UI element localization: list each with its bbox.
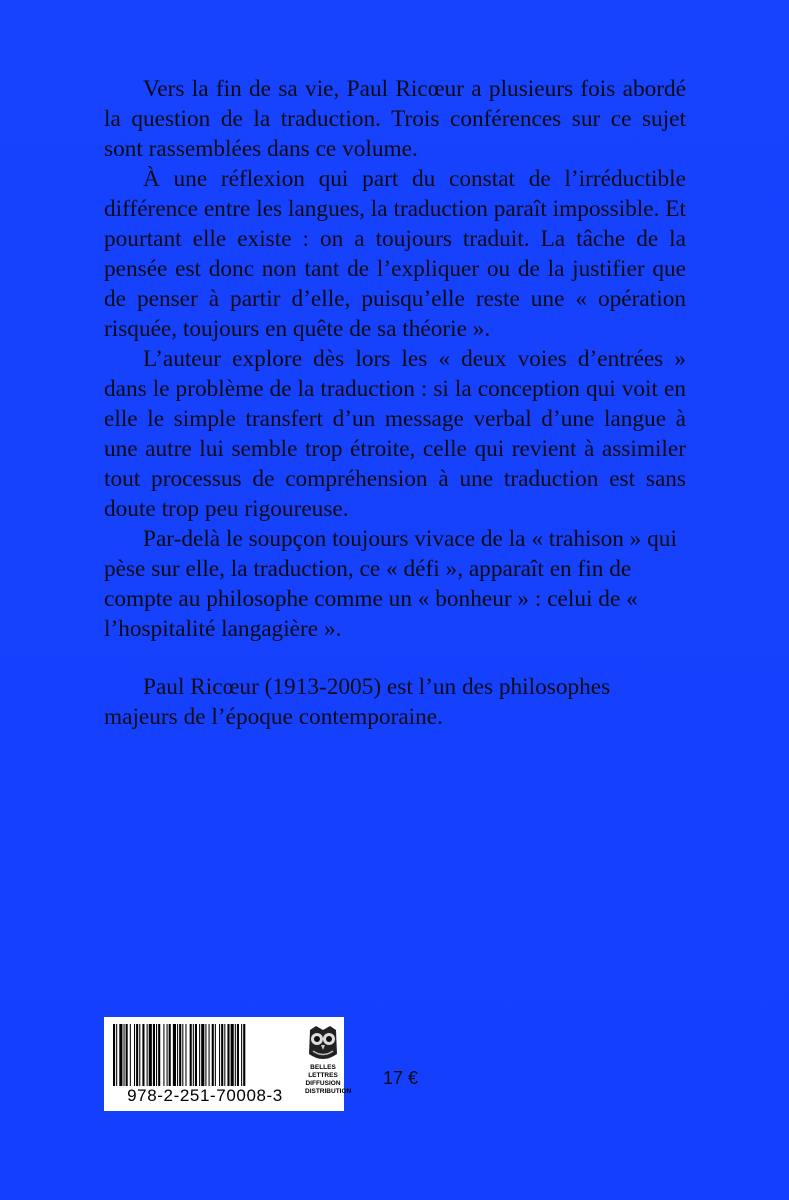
- barcode-bar: [113, 1024, 115, 1086]
- blurb-paragraph-1: Vers la fin de sa vie, Paul Ricœur a plusieurs fois abordé la question de la traduction. Trois conférences sur ce sujet sont rassemblées dans ce volume.: [104, 76, 686, 162]
- blurb-paragraph-2: À une réflexion qui part du constat de l’irréductible différence entre les langues, la traduction paraît impossible. Et pourtant elle existe : on a toujours traduit. La tâche de la pensée est donc non tant de l’expliquer ou de la justifier que de penser à partir d’elle, puisqu’elle reste une « opération risquée, toujours en quête de sa théorie ».: [104, 166, 686, 342]
- publisher-logo: [305, 1022, 352, 1106]
- isbn-number: 978-2-251-70008-3: [127, 1086, 283, 1105]
- barcode-bar: [179, 1024, 181, 1086]
- barcode-bar: [212, 1024, 214, 1086]
- barcode-bar: [119, 1024, 122, 1086]
- barcode-bar: [147, 1024, 148, 1086]
- barcode-bar: [163, 1024, 164, 1086]
- barcode-bar: [231, 1024, 234, 1086]
- barcode-bar: [190, 1024, 192, 1086]
- barcode-bar: [139, 1024, 140, 1086]
- barcode-bar: [199, 1024, 200, 1086]
- barcode-bar: [156, 1024, 157, 1086]
- barcode-bar: [215, 1024, 216, 1086]
- barcode-bars: [111, 1024, 301, 1086]
- barcode-bar: [153, 1024, 155, 1086]
- barcode-bar: [195, 1024, 197, 1086]
- barcode-bar: [149, 1024, 152, 1086]
- barcode-bar: [173, 1024, 176, 1086]
- barcode-bar: [201, 1024, 204, 1086]
- barcode-bar: [224, 1024, 225, 1086]
- barcode-bar: [134, 1024, 135, 1086]
- barcode-bar: [136, 1024, 138, 1086]
- blurb-paragraph-4: Par-delà le soupçon toujours vivace de la « trahison » qui pèse sur elle, la traduction, ce « défi », apparaît en fin de compte au philosophe comme un « bonheur » : celui de « l’hospitalité langagière ».: [104, 526, 677, 642]
- price: 17 €: [383, 1068, 419, 1088]
- barcode-bar: [185, 1024, 186, 1086]
- barcode-block: [104, 1017, 352, 1111]
- barcode-bar: [158, 1024, 160, 1086]
- barcode-bar: [241, 1024, 242, 1086]
- owl-icon: [306, 1024, 340, 1062]
- barcode-bar: [116, 1024, 117, 1086]
- publisher-logo-text: BELLES LETTRES DIFFUSION DISTRIBUTION: [305, 1064, 352, 1095]
- barcode-bar: [142, 1024, 144, 1086]
- barcode-bar: [167, 1024, 168, 1086]
- barcode-bar: [169, 1024, 171, 1086]
- author-bio: Paul Ricœur (1913-2005) est l’un des philosophes majeurs de l’époque contemporaine.: [104, 674, 611, 730]
- barcode-bar: [221, 1024, 223, 1086]
- barcode-bar: [237, 1024, 239, 1086]
- author-note: [104, 672, 686, 732]
- barcode-bar: [209, 1024, 210, 1086]
- barcode-bar: [235, 1024, 236, 1086]
- barcode-bar: [243, 1024, 245, 1086]
- blurb-text: [104, 74, 686, 644]
- barcode-bar: [182, 1024, 183, 1086]
- barcode-bar: [126, 1024, 128, 1086]
- barcode-bar: [205, 1024, 206, 1086]
- barcode-bar: [193, 1024, 194, 1086]
- barcode-bar: [177, 1024, 178, 1086]
- blurb-paragraph-3: L’auteur explore dès lors les « deux voies d’entrées » dans le problème de la traduction : si la conception qui voit en elle le simple transfert d’un message verbal d’une langue à une autre lui semble trop étroite, celle qui revient à assimiler tout processus de compréhension à une traduction est sans doute trop peu rigoureuse.: [104, 346, 686, 522]
- barcode-bar: [227, 1024, 229, 1086]
- barcode-bar: [219, 1024, 220, 1086]
- barcode-bar: [130, 1024, 131, 1086]
- barcode-bar: [124, 1024, 125, 1086]
